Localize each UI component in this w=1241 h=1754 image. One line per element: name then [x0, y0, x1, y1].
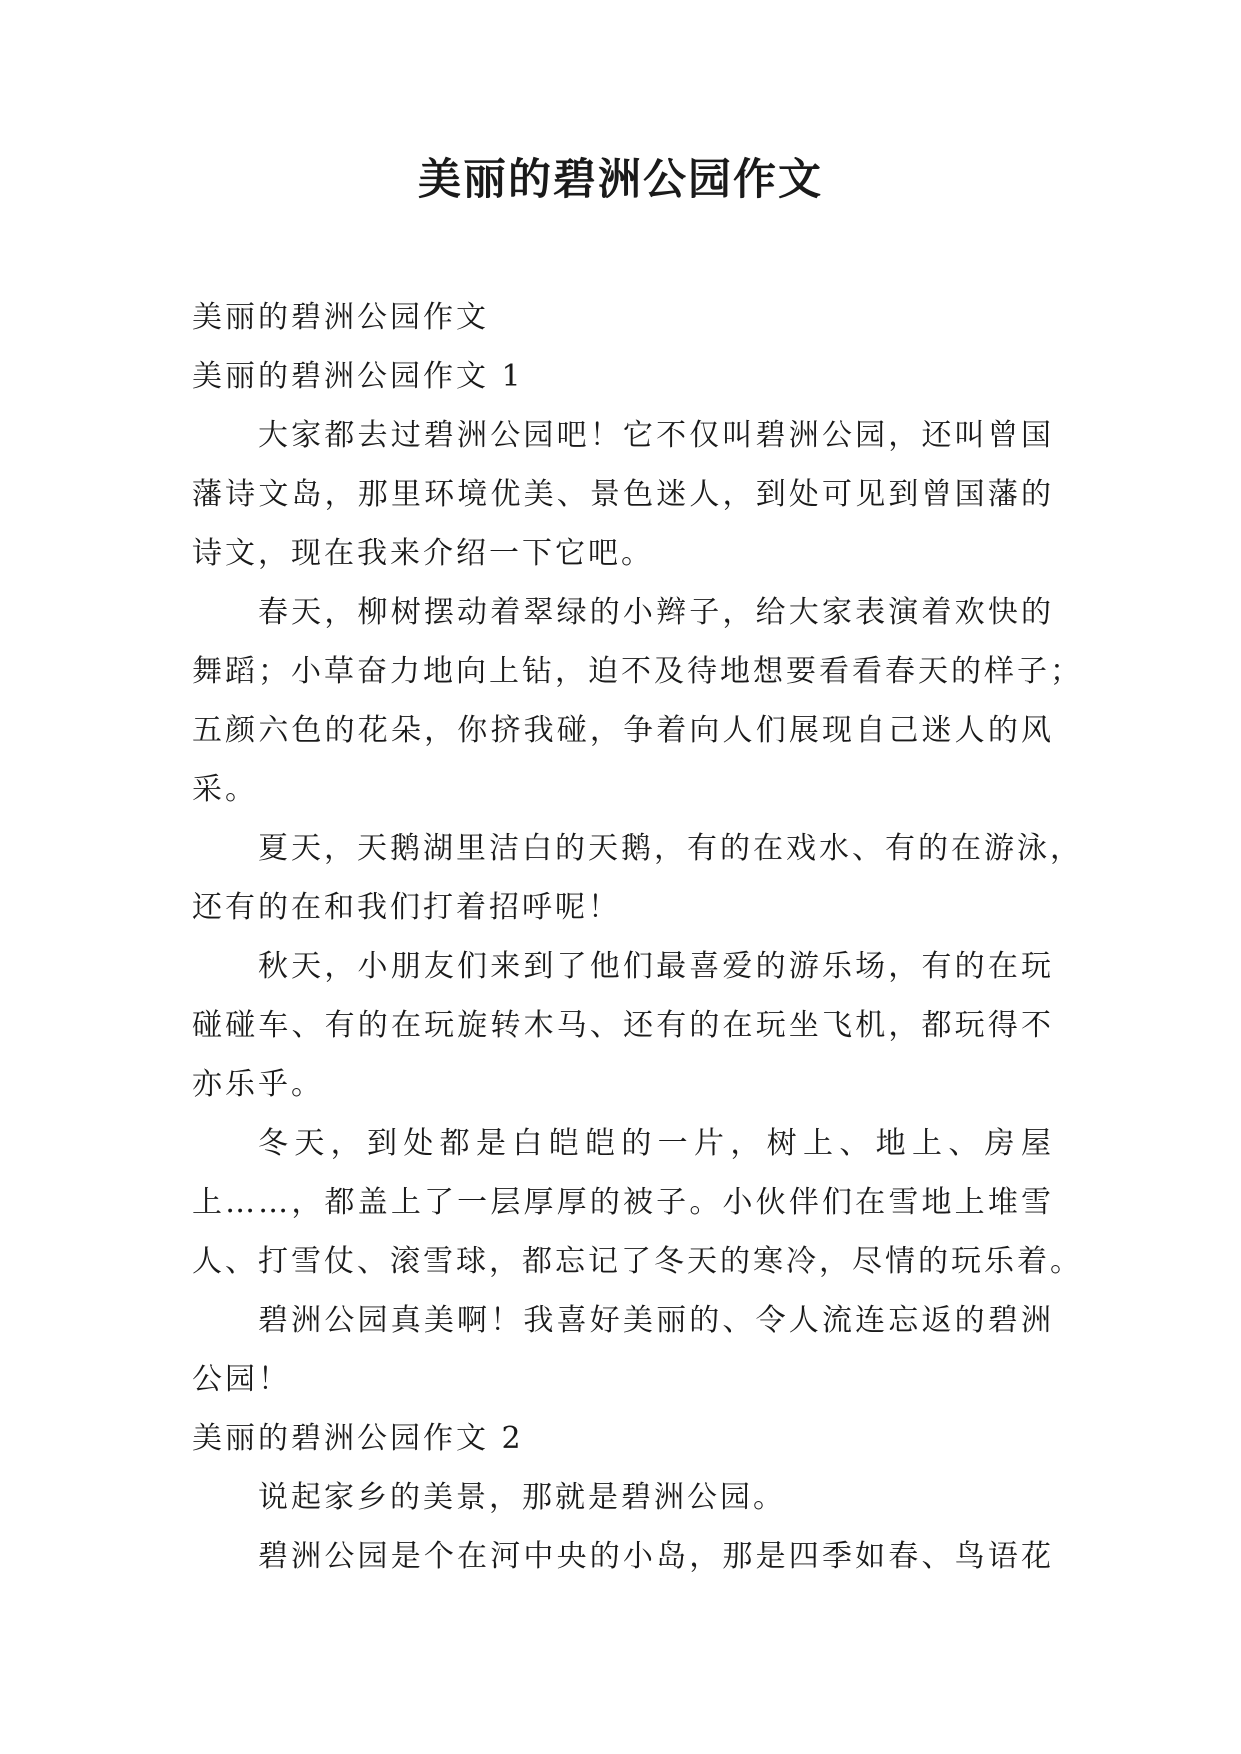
text-line: 美丽的碧洲公园作文 [192, 300, 489, 335]
text-line: 秋天，小朋友们来到了他们最喜爱的游乐场，有的在玩 [258, 949, 1054, 984]
text-line: 春天，柳树摆动着翠绿的小辫子，给大家表演着欢快的 [258, 595, 1054, 630]
document-body [192, 288, 1083, 1586]
text-line: 采。 [192, 772, 258, 807]
document-title: 美丽的碧洲公园作文 [418, 155, 823, 205]
text-line: 美丽的碧洲公园作文 2 [192, 1421, 524, 1456]
text-line: 碰碰车、有的在玩旋转木马、还有的在玩坐飞机，都玩得不 [192, 1008, 1054, 1043]
text-line: 舞蹈；小草奋力地向上钻，迫不及待地想要看看春天的样子； [192, 654, 1083, 689]
text-line: 夏天，天鹅湖里洁白的天鹅，有的在戏水、有的在游泳， [258, 831, 1083, 866]
text-line: 还有的在和我们打着招呼呢！ [192, 890, 621, 925]
text-line: 碧洲公园真美啊！我喜好美丽的、令人流连忘返的碧洲 [258, 1303, 1054, 1338]
text-line: 美丽的碧洲公园作文 1 [192, 359, 524, 394]
text-line: 冬天，到处都是白皑皑的一片，树上、地上、房屋 [258, 1126, 1054, 1161]
text-line: 公园！ [192, 1362, 291, 1397]
text-line: 上……，都盖上了一层厚厚的被子。小伙伴们在雪地上堆雪 [192, 1185, 1054, 1220]
text-line: 诗文，现在我来介绍一下它吧。 [192, 536, 654, 571]
text-line: 说起家乡的美景，那就是碧洲公园。 [258, 1480, 786, 1515]
text-line: 亦乐乎。 [192, 1067, 324, 1102]
text-line: 藩诗文岛，那里环境优美、景色迷人，到处可见到曾国藩的 [192, 477, 1054, 512]
text-line: 碧洲公园是个在河中央的小岛，那是四季如春、鸟语花 [258, 1539, 1054, 1574]
text-line: 五颜六色的花朵，你挤我碰，争着向人们展现自己迷人的风 [192, 713, 1054, 748]
text-line: 大家都去过碧洲公园吧！它不仅叫碧洲公园，还叫曾国 [258, 418, 1054, 453]
text-line: 人、打雪仗、滚雪球，都忘记了冬天的寒冷，尽情的玩乐着。 [192, 1244, 1083, 1279]
